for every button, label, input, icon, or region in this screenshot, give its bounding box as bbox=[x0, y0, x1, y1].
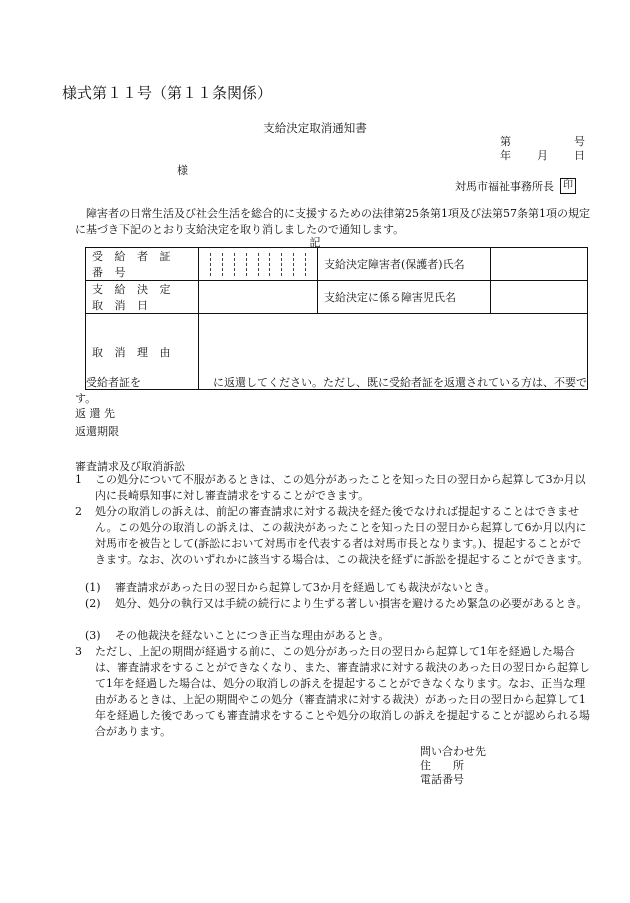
cancel-date-label: 支 給 決 定 取 消 日 bbox=[86, 281, 199, 314]
guardian-name-field[interactable] bbox=[491, 248, 588, 281]
subitem-number: (3) bbox=[85, 629, 101, 642]
reason-label: 取 消 理 由 bbox=[86, 314, 199, 390]
item-text: 処分の取消しの訴えは、前記の審査請求に対する裁決を経た後でなければ提起することはできません。この処分の取消しの訴えは、この裁決があったことを知った日の翌日から起算して6か月以内に対馬市を被告として(訴訟において対馬市を代表する者は対馬市長となります。)、提起することができます。なお、次のいずれかに該当する場合は、この裁決を経ずに訴訟を提起することができます。 bbox=[95, 505, 589, 566]
digit-box[interactable] bbox=[235, 253, 247, 276]
appeal-subitem-3 bbox=[85, 628, 590, 644]
subitem-text: 審査請求があった日の翌日から起算して3か月を経過しても裁決がないとき。 bbox=[115, 581, 496, 594]
form-number: 様式第１１号（第１１条関係） bbox=[62, 84, 273, 102]
item-text: この処分について不服があるときは、この処分があったことを知った日の翌日から起算して3か月以内に長崎県知事に対し審査請求をすることができます。 bbox=[95, 473, 586, 502]
number-suffix: 号 bbox=[574, 135, 585, 148]
appeal-item-3 bbox=[75, 644, 590, 740]
item-number: 3 bbox=[75, 645, 82, 658]
intro-paragraph: 障害者の日常生活及び社会生活を総合的に支援するための法律第25条第1項及び法第57条第1項の規定に基づき下記のとおり支給決定を取り消しましたので通知します。 bbox=[75, 207, 590, 236]
table-row bbox=[86, 248, 588, 281]
cancel-date-field[interactable] bbox=[199, 281, 318, 314]
contact-address-label: 住 所 bbox=[420, 759, 464, 772]
return-prefix: 受給者証を bbox=[86, 376, 141, 389]
digit-box[interactable] bbox=[306, 253, 317, 276]
issuer-name: 対馬市福祉事務所長 bbox=[455, 180, 554, 193]
date-line bbox=[500, 147, 585, 163]
document-title: 支給決定取消通知書 bbox=[263, 121, 367, 135]
issuer bbox=[455, 178, 576, 194]
item-number: 1 bbox=[75, 473, 82, 486]
appeal-subitem-2 bbox=[85, 596, 590, 612]
item-text: ただし、上記の期間が経過する前に、この処分があった日の翌日から起算して1年を経過した場合は、審査請求をすることができなくなり、また、審査請求に対する裁決のあった日の翌日から起算して1年を経過した場合は、処分の取消しの訴えを提起することができなくなります。なお、正当な理由があるときは、上記の期間やこの処分（審査請求に対する裁決）があった日の翌日から起算して1年を経過した後であっても審査請求をすることや処分の取消しの訴えを提起することが認められる場合があります。 bbox=[95, 645, 590, 738]
day-label: 日 bbox=[574, 149, 585, 162]
item-number: 2 bbox=[75, 505, 82, 518]
digit-box[interactable] bbox=[223, 253, 235, 276]
table-row bbox=[86, 281, 588, 314]
seal-box: 印 bbox=[560, 178, 576, 194]
digit-box[interactable] bbox=[259, 253, 271, 276]
subitem-text: 処分、処分の執行又は手続の続行により生ずる著しい損害を避けるため緊急の必要があるとき。 bbox=[115, 597, 588, 610]
number-label: 第 bbox=[500, 135, 511, 148]
contact-phone-label: 電話番号 bbox=[420, 773, 464, 786]
contact-heading: 問い合わせ先 bbox=[420, 745, 486, 758]
digit-box[interactable] bbox=[282, 253, 294, 276]
cert-no-digit-boxes[interactable] bbox=[199, 248, 318, 281]
year-label: 年 bbox=[500, 149, 511, 162]
digit-box[interactable] bbox=[247, 253, 259, 276]
appeal-heading: 審査請求及び取消訴訟 bbox=[75, 460, 185, 473]
guardian-name-label: 支給決定障害者(保護者)氏名 bbox=[318, 248, 491, 281]
digit-box[interactable] bbox=[199, 253, 211, 276]
ki-heading: 記 bbox=[309, 236, 321, 249]
digit-box[interactable] bbox=[211, 253, 223, 276]
return-instruction bbox=[75, 375, 590, 407]
subitem-number: (1) bbox=[85, 581, 101, 594]
subitem-number: (2) bbox=[85, 597, 101, 610]
return-destination-label: 返 還 先 bbox=[75, 407, 115, 420]
details-table bbox=[85, 247, 588, 390]
subitem-text: その他裁決を経ないことにつき正当な理由があるとき。 bbox=[115, 629, 390, 642]
appeal-item-2 bbox=[75, 504, 590, 568]
cert-no-label: 受 給 者 証 番 号 bbox=[86, 248, 199, 281]
digit-box[interactable] bbox=[294, 253, 306, 276]
return-deadline-label: 返還期限 bbox=[75, 425, 119, 438]
digit-box[interactable] bbox=[270, 253, 282, 276]
return-body: に返還してください。ただし、既に受給者証を返還されている方は、不要です。 bbox=[75, 376, 587, 405]
appeal-item-1 bbox=[75, 472, 590, 504]
child-name-field[interactable] bbox=[491, 281, 588, 314]
appeal-subitem-1 bbox=[85, 580, 590, 596]
month-label: 月 bbox=[537, 149, 548, 162]
child-name-label: 支給決定に係る障害児氏名 bbox=[318, 281, 491, 314]
addressee: 様 bbox=[177, 164, 188, 177]
